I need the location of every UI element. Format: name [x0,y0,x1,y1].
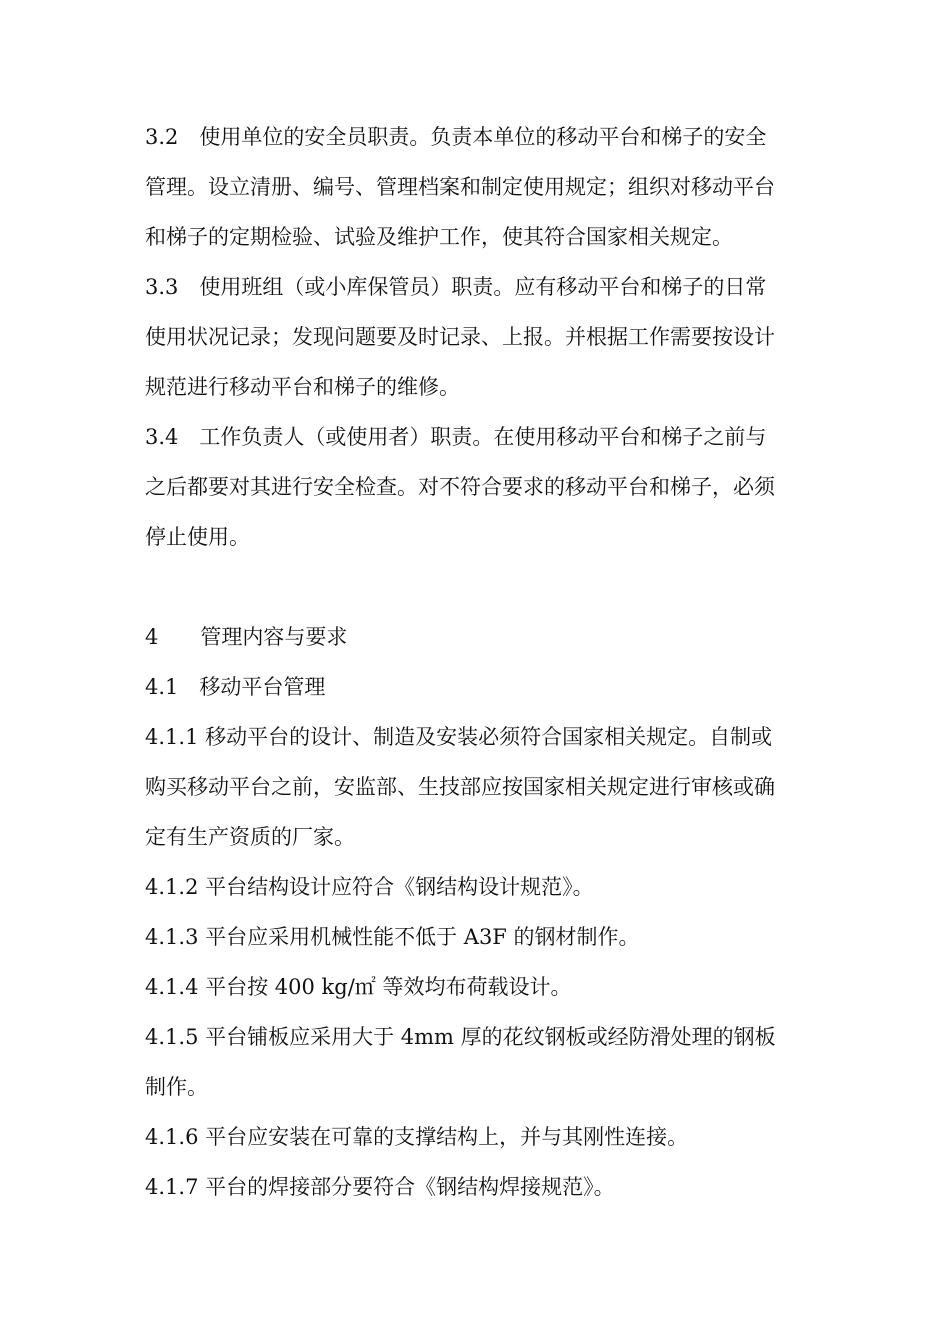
paragraph-3-4 [145,412,813,562]
text-line: 购买移动平台之前，安监部、生技部应按国家相关规定进行审核或确 [145,775,775,799]
subsection-title: 4.1 移动平台管理 [145,675,326,699]
paragraph-4-1-5 [145,1012,813,1112]
paragraph-4-1-7 [145,1162,813,1212]
text-line: 4.1.6 平台应安装在可靠的支撑结构上，并与其刚性连接。 [145,1125,689,1149]
paragraph-4-1-3 [145,912,813,962]
text-line: 管理。设立清册、编号、管理档案和制定使用规定；组织对移动平台 [145,175,775,199]
paragraph-3-2 [145,112,813,262]
text-line: 4.1.3 平台应采用机械性能不低于 A3F 的钢材制作。 [145,925,640,949]
text-line: 3.2 使用单位的安全员职责。负责本单位的移动平台和梯子的安全 [145,125,767,149]
section-heading-4 [145,612,813,662]
text-line: 制作。 [145,1075,208,1099]
text-line: 3.3 使用班组（或小库保管员）职责。应有移动平台和梯子的日常 [145,275,767,299]
section-title: 4 管理内容与要求 [145,625,348,649]
text-line: 之后都要对其进行安全检查。对不符合要求的移动平台和梯子，必须 [145,475,775,499]
text-line: 规范进行移动平台和梯子的维修。 [145,375,460,399]
paragraph-4-1-4 [145,962,813,1012]
text-line: 3.4 工作负责人（或使用者）职责。在使用移动平台和梯子之前与 [145,425,767,449]
paragraph-4-1-2 [145,862,813,912]
text-line: 4.1.2 平台结构设计应符合《钢结构设计规范》。 [145,875,594,899]
paragraph-3-3 [145,262,813,412]
subsection-heading-4-1 [145,662,813,712]
paragraph-4-1-1 [145,712,813,862]
document-body [145,112,813,1212]
text-line: 4.1.1 移动平台的设计、制造及安装必须符合国家相关规定。自制或 [145,725,773,749]
blank-line [145,562,813,612]
text-line: 4.1.4 平台按 400 kg/㎡ 等效均布荷载设计。 [145,975,572,999]
paragraph-4-1-6 [145,1112,813,1162]
text-line: 使用状况记录；发现问题要及时记录、上报。并根据工作需要按设计 [145,325,775,349]
text-line: 和梯子的定期检验、试验及维护工作，使其符合国家相关规定。 [145,225,733,249]
text-line: 定有生产资质的厂家。 [145,825,355,849]
text-line: 4.1.5 平台铺板应采用大于 4mm 厚的花纹钢板或经防滑处理的钢板 [145,1025,776,1049]
text-line: 4.1.7 平台的焊接部分要符合《钢结构焊接规范》。 [145,1175,615,1199]
text-line: 停止使用。 [145,525,250,549]
